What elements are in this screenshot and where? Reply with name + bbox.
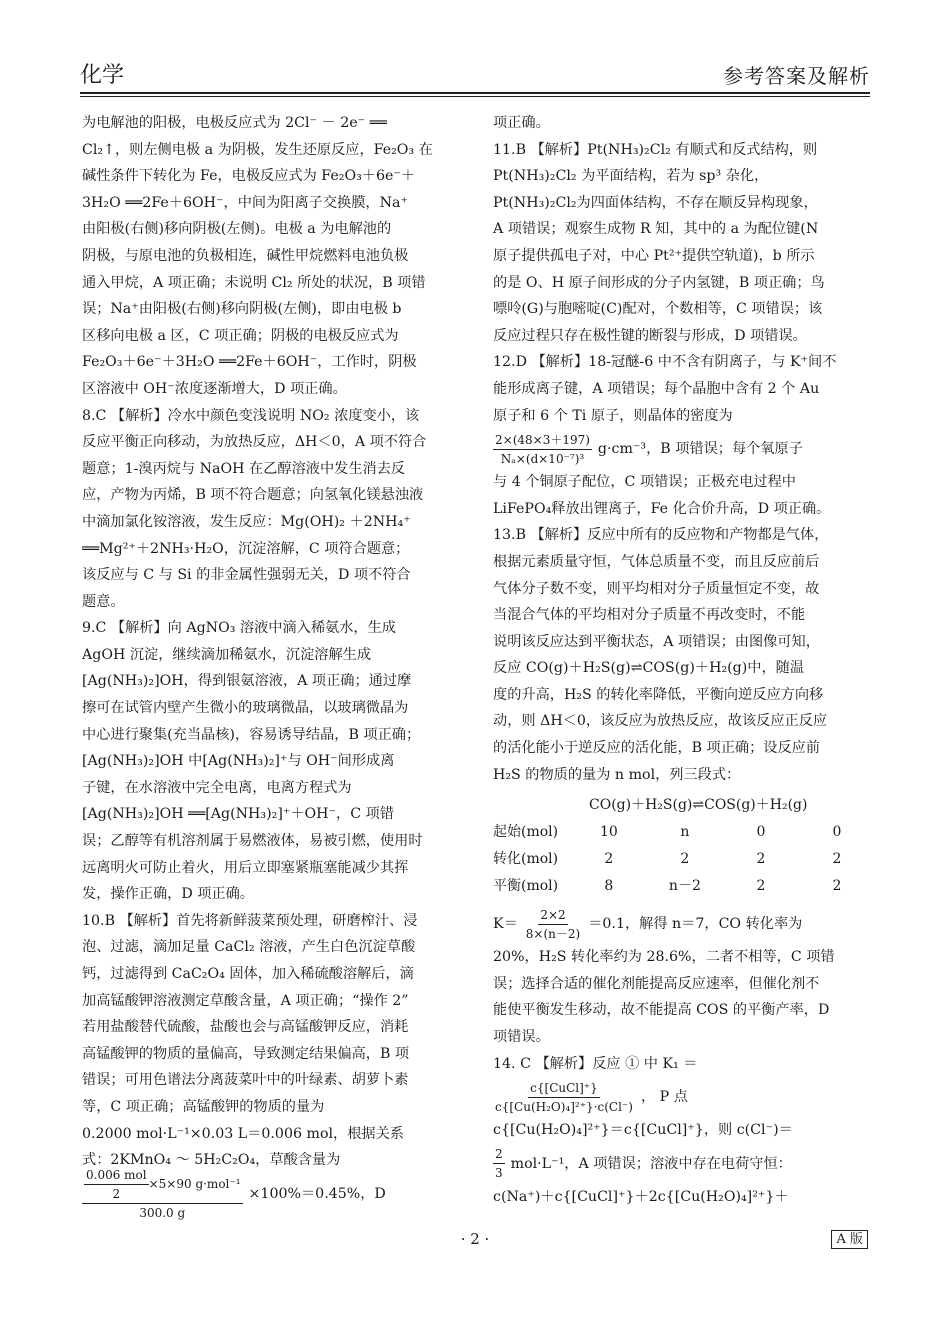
text-line: 项正确。: [493, 115, 550, 131]
text-line: 0.2000 mol·L⁻¹×0.03 L＝0.006 mol，根据关系: [82, 1125, 404, 1142]
text-line: 误；选择合适的催化剂能提高反应速率，但催化剂不: [493, 975, 820, 992]
text-line: 擦可在试管内壁产生微小的玻璃微晶，以玻璃微晶为: [82, 700, 409, 717]
text-line: 由阳极(右侧)移向阴极(左侧)。电极 a 为电解池的: [82, 221, 392, 238]
header-rule: [80, 92, 870, 94]
text-line: A 项错误；观察生成物 R 知，其中的 a 为配位键(N: [493, 221, 819, 238]
text-line: Pt(NH₃)₂Cl₂ 为平面结构，若为 sp³ 杂化，: [493, 168, 769, 185]
text-line: 区移向电极 a 区，C 项正确；阴极的电极反应式为: [82, 327, 399, 344]
text-line: 原子和 6 个 Ti 原子，则晶体的密度为: [493, 407, 733, 424]
text-line: 反应平衡正向移动，为放热反应，ΔH＜0，A 项不符合: [82, 434, 427, 451]
row-label: 起始(mol): [493, 824, 559, 841]
page-header: [80, 58, 870, 92]
text-line: AgOH 沉淀，继续滴加稀氨水，沉淀溶解生成: [82, 646, 372, 663]
fraction: $\frac{\text{0.006 mol}}{2}$ ×5×90 g·mol⁻¹ 300.0 g: [82, 1166, 243, 1222]
text-line: Pt(NH₃)₂Cl₂为四面体结构，不存在顺反异构现象，: [493, 194, 818, 211]
text-line: [Ag(NH₃)₂]OH 中[Ag(NH₃)₂]⁺与 OH⁻间形成离: [82, 753, 395, 770]
text-line: Fe₂O₃＋6e⁻＋3H₂O ══2Fe＋6OH⁻，工作时，阴极: [82, 354, 417, 371]
text-line: 20%，H₂S 转化率约为 28.6%，二者不相等，C 项错: [493, 949, 835, 966]
text-line: LiFePO₄释放出锂离子，Fe 化合价升高，D 项正确。: [493, 500, 831, 517]
text-line: 根据元素质量守恒，气体总质量不变，而且反应前后: [493, 553, 820, 570]
table-cell: 2: [756, 851, 766, 868]
table-cell: 8: [604, 878, 614, 895]
text-line: 远离明火可防止着火，用后立即塞紧瓶塞能减少其挥: [82, 859, 409, 876]
text-line: 区溶液中 OH⁻浓度逐渐增大，D 项正确。: [82, 380, 347, 397]
page-number: · 2 ·: [460, 1230, 490, 1248]
text-line: 等，C 项正确；高锰酸钾的物质的量为: [82, 1098, 325, 1115]
text-line: 11.B 【解析】Pt(NH₃)₂Cl₂ 有顺式和反式结构，则: [493, 141, 818, 158]
text-line: ══Mg²⁺＋2NH₃·H₂O，沉淀溶解，C 项符合题意；: [82, 540, 410, 557]
text-line: 8.C 【解析】冷水中颜色变浅说明 NO₂ 浓度变小，该: [82, 407, 420, 424]
k1-formula: $\frac{\text{c\{[CuCl]⁺\}}}{\text{c\{[Cu(H₂O)₄]²⁺\}·c(Cl⁻)}}$ ， P 点: [495, 1080, 688, 1114]
table-cell: 0: [756, 824, 766, 841]
text-line: 该反应与 C 与 Si 的非金属性强弱无关，D 项不符合: [82, 567, 411, 584]
text-line: 反应过程只存在极性键的断裂与形成，D 项错误。: [493, 327, 807, 344]
text-line: 14. C 【解析】反应 ① 中 K₁ ＝: [493, 1055, 698, 1072]
table-cell: 2: [832, 851, 842, 868]
table-row: [493, 873, 875, 900]
text-line: 误；乙醇等有机溶剂属于易燃液体，易被引燃，使用时: [82, 833, 423, 850]
text-line: 错误；可用色谱法分离菠菜叶中的叶绿素、胡萝卜素: [82, 1072, 409, 1089]
right-column: [493, 110, 875, 1210]
text-line: 度的升高，H₂S 的转化率降低，平衡向逆反应方向移: [493, 686, 824, 703]
table-cell: 2: [604, 851, 614, 868]
left-column: [82, 110, 464, 1220]
text-line: 发，操作正确，D 项正确。: [82, 886, 254, 903]
text-line: 与 4 个铜原子配位，C 项错误；正极充电过程中: [493, 474, 796, 491]
text-line: 反应 CO(g)＋H₂S(g)⇌COS(g)＋H₂(g)中，随温: [493, 660, 805, 677]
text-line: 碱性条件下转化为 Fe，电极反应式为 Fe₂O₃＋6e⁻＋: [82, 168, 416, 185]
text-line: [Ag(NH₃)₂]OH ══[Ag(NH₃)₂]⁺＋OH⁻，C 项错: [82, 806, 394, 823]
table-cell: n: [680, 824, 690, 841]
text-line: 原子提供孤电子对，中心 Pt²⁺提供空轨道)，b 所示: [493, 247, 815, 264]
text-line: 钙，过滤得到 CaC₂O₄ 固体，加入稀硫酸溶解后，滴: [82, 966, 414, 982]
text-line: 误；Na⁺由阳极(右侧)移向阴极(左侧)，即由电极 b: [82, 301, 402, 318]
text-line: 9.C 【解析】向 AgNO₃ 溶液中滴入稀氨水，生成: [82, 620, 396, 637]
table-cell: 2: [756, 878, 766, 895]
section-label: 参考答案及解析: [723, 64, 870, 88]
text-line: 动，则 ΔH＜0，该反应为放热反应，故该反应正反应: [493, 713, 828, 730]
text-line: 能使平衡发生移动，故不能提高 COS 的平衡产率，D: [493, 1002, 830, 1019]
text-line: Cl₂↑，则左侧电极 a 为阴极，发生还原反应，Fe₂O₃ 在: [82, 141, 433, 158]
text-line: 的是 O、H 原子间形成的分子内氢键，B 项正确；鸟: [493, 274, 825, 291]
table-cell: 10: [599, 824, 618, 841]
text-line: 的活化能小于逆反应的活化能，B 项正确；设反应前: [493, 740, 821, 757]
text-line: 气体分子数不变，则平均相对分子质量恒定不变，故: [493, 580, 820, 597]
text-line: 能形成离子键，A 项错误；每个晶胞中含有 2 个 Au: [493, 380, 820, 397]
text-line: 13.B 【解析】反应中所有的反应物和产物都是气体，: [493, 527, 829, 544]
text-line: 10.B 【解析】首先将新鲜菠菜预处理，研磨榨汁、浸: [82, 912, 418, 929]
text-line: 嘌呤(G)与胞嘧啶(C)配对，个数相等，C 项错误；该: [493, 301, 823, 318]
row-label: 平衡(mol): [493, 878, 559, 895]
text-line: 题意；1-溴丙烷与 NaOH 在乙醇溶液中发生消去反: [82, 460, 406, 477]
table-header: CO(g)＋H₂S(g)⇌COS(g)＋H₂(g): [589, 797, 808, 814]
table-row: [493, 819, 875, 846]
text-line: 高锰酸钾的物质的量偏高，导致测定结果偏高，B 项: [82, 1045, 410, 1062]
text-line: [Ag(NH₃)₂]OH，得到银氨溶液，A 项正确；通过摩: [82, 673, 412, 690]
text-line: 说明该反应达到平衡状态，A 项错误；由图像可知，: [493, 633, 820, 650]
text-line: 子键，在水溶液中完全电离，电离方程式为: [82, 779, 352, 796]
table-cell: 0: [832, 824, 842, 841]
text-line: 式：2KMnO₄ ～ 5H₂C₂O₄，草酸含量为: [82, 1152, 341, 1169]
text-line: 为电解池的阳极，电极反应式为 2Cl⁻ － 2e⁻ ══: [82, 115, 387, 131]
text-line: 若用盐酸替代硫酸，盐酸也会与高锰酸钾反应，消耗: [82, 1019, 409, 1036]
table-cell: n－2: [668, 878, 701, 895]
text-line: 通入甲烷，A 项正确；未说明 Cl₂ 所处的状况，B 项错: [82, 274, 426, 291]
oxalic-acid-formula: $\frac{\text{0.006 mol}}{2}$ ×5×90 g·mol⁻¹ 300.0 g ×100%＝0.45%，D: [82, 1174, 464, 1214]
table-cell: 2: [832, 878, 842, 895]
text-line: 当混合气体的平均相对分子质量不再改变时，不能: [493, 607, 806, 624]
text-line: 12.D 【解析】18-冠醚-6 中不含有阴离子，与 K⁺间不: [493, 354, 837, 371]
version-badge: A 版: [831, 1230, 868, 1249]
subject-label: 化学: [80, 63, 125, 88]
text-line: 3H₂O ══2Fe＋6OH⁻，中间为阳离子交换膜，Na⁺: [82, 194, 408, 211]
row-label: 转化(mol): [493, 851, 559, 868]
table-cell: 2: [680, 851, 690, 868]
text-line: c{[Cu(H₂O)₄]²⁺}＝c{[CuCl]⁺}，则 c(Cl⁻)＝: [493, 1122, 793, 1139]
header-rule-thin: [80, 96, 870, 97]
text-line: 泡、过滤，滴加足量 CaCl₂ 溶液，产生白色沉淀草酸: [82, 939, 416, 956]
density-formula: $\frac{2\times(48\times 3+197)}{\text{Nₐ×(d×10⁻⁷)³}}$ g·cm⁻³，B 项错误；每个氧原子: [495, 432, 803, 466]
text-line: 加高锰酸钾溶液测定草酸含量，A 项正确；“操作 2”: [82, 992, 409, 1009]
three-stage-table: [493, 792, 875, 900]
text-line: 项错误。: [493, 1029, 550, 1046]
text-line: H₂S 的物质的量为 n mol，列三段式：: [493, 766, 741, 783]
text-line: c(Na⁺)＋c{[CuCl]⁺}＋2c{[Cu(H₂O)₄]²⁺}＋: [493, 1188, 789, 1205]
cl-concentration-formula: $\frac{2}{3}$ mol·L⁻¹，A 项错误；溶液中存在电荷守恒：: [495, 1147, 792, 1181]
text-line: 中滴加氯化铵溶液，发生反应：Mg(OH)₂ ＋2NH₄⁺: [82, 513, 411, 530]
text-line: 阴极，与原电池的负极相连，碱性甲烷燃料电池负极: [82, 247, 409, 264]
equilibrium-constant-formula: K＝ $\frac{2\times 2}{8\times(n-2)}$ ＝0.1，解得 n＝7，CO 转化率为: [493, 907, 803, 941]
text-line: 中心进行聚集(充当晶核)，容易诱导结晶，B 项正确；: [82, 726, 421, 743]
table-row: [493, 846, 875, 873]
text-line: 题意。: [82, 593, 125, 610]
text-line: 应，产物为丙烯，B 项不符合题意；向氢氧化镁悬浊液: [82, 487, 424, 504]
